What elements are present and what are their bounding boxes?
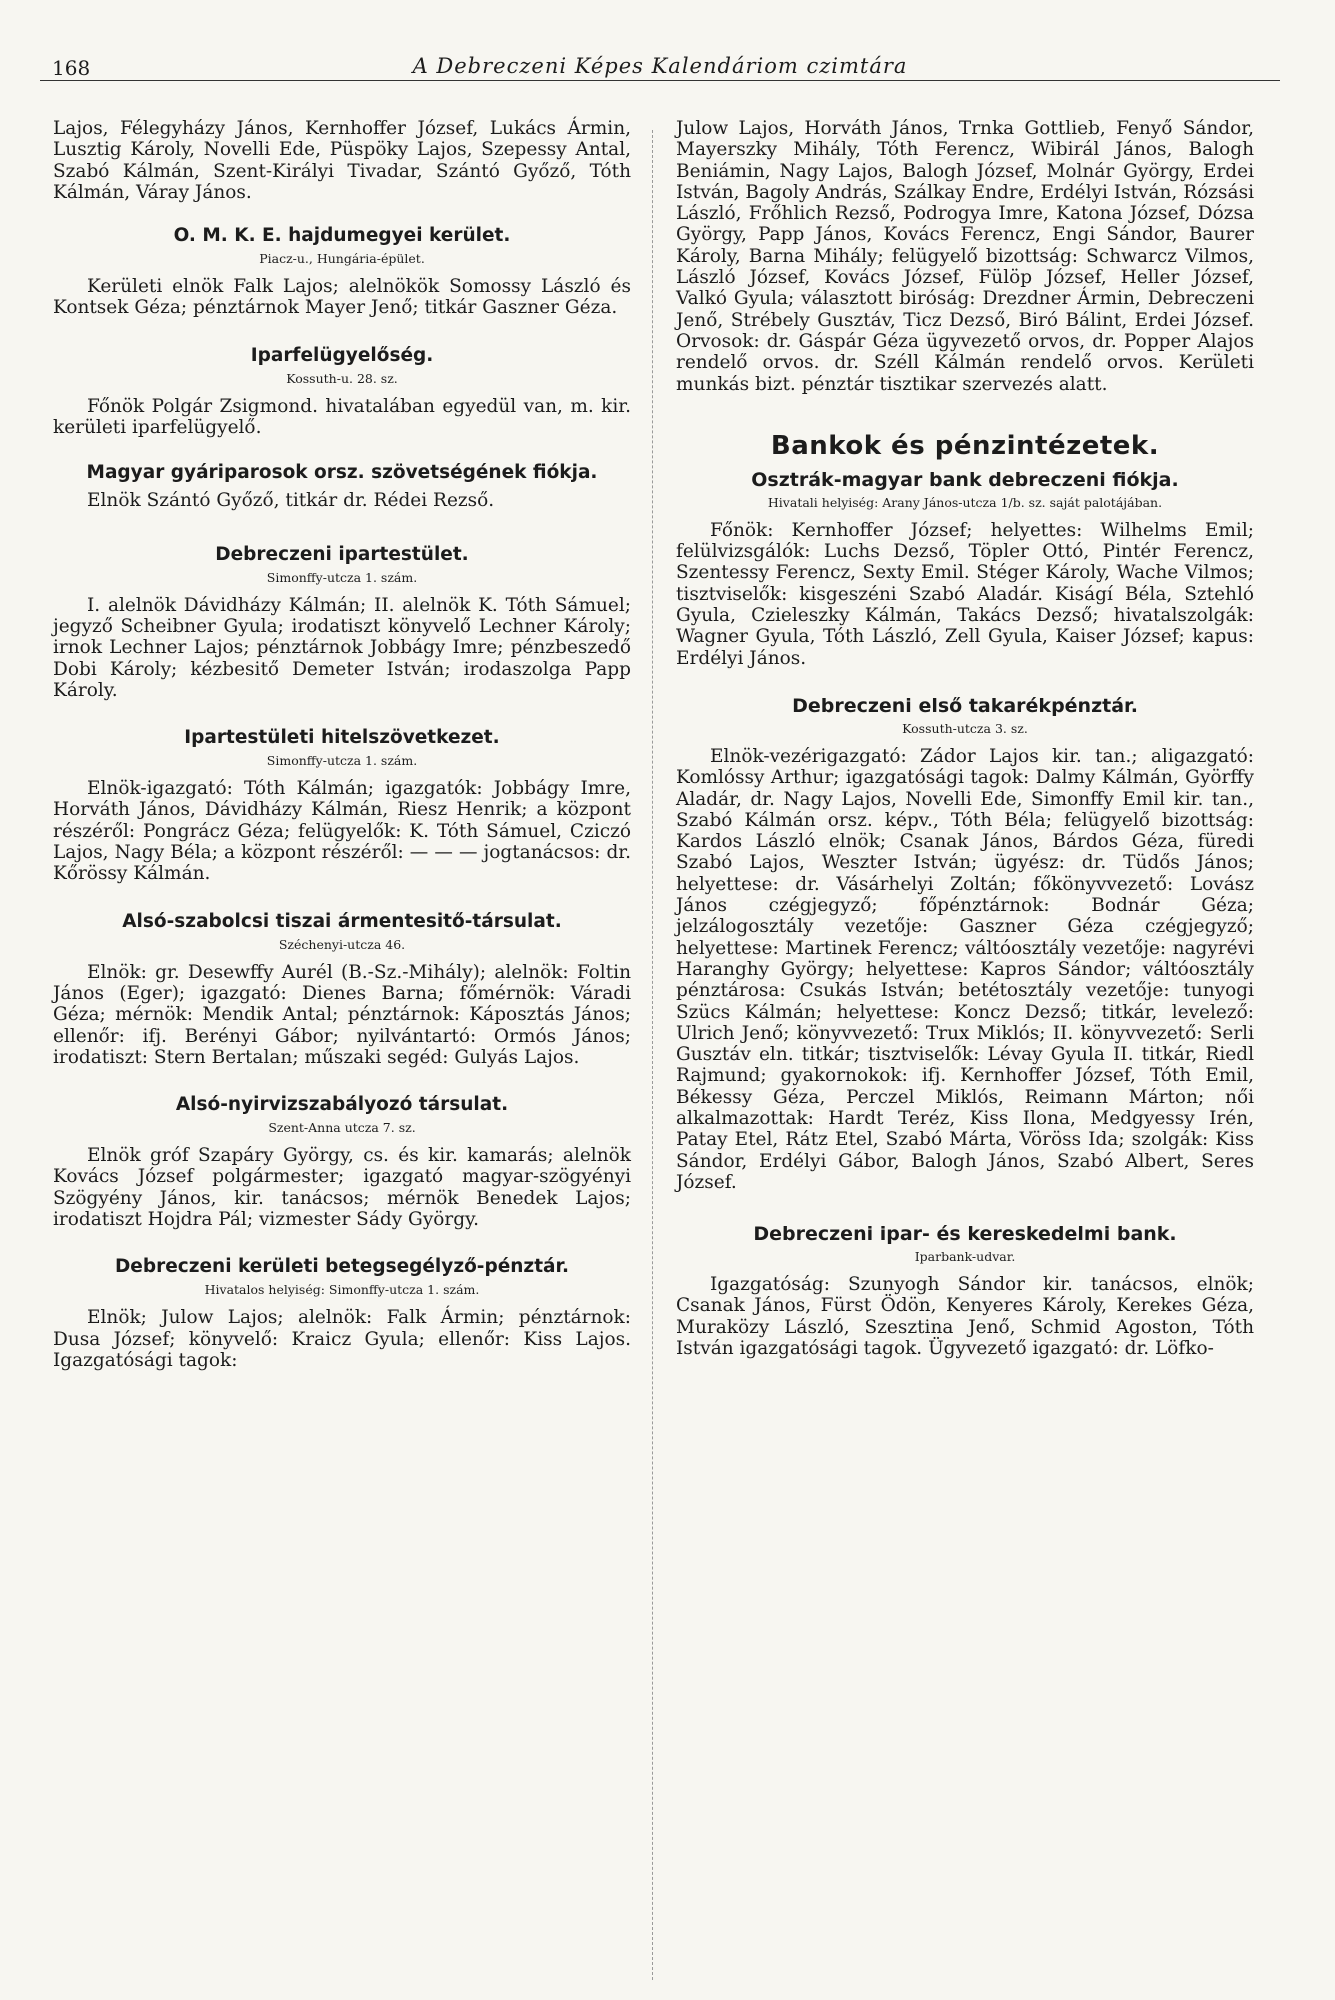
section-body: Elnök; Julow Lajos; alelnök: Falk Ármin; pénztárnok: Dusa József; könyvelő: Kraicz Gyula; ellenőr: Kiss Lajos. Igazgatósági tagok: bbox=[53, 1307, 631, 1371]
section-body: Főnök Polgár Zsigmond. hivatalában egyedül van, m. kir. kerületi iparfelügyelő. bbox=[53, 395, 631, 439]
section-ipartestulet bbox=[53, 544, 631, 701]
section-address: Simonffy-utcza 1. szám. bbox=[266, 753, 418, 769]
section-body: Igazgatóság: Szunyogh Sándor kir. tanácsos, elnök; Csanak János, Fürst Ödön, Kenyeres Károly, Kerekes Géza, Muraközy László, Szesztina Jenő, Schmid Agoston, Tóth István igazgatósági tagok. Ügyvezető igazgató: dr. Löfko- bbox=[676, 1274, 1254, 1360]
section-omke bbox=[53, 225, 631, 319]
section-address: Hivatalos helyiség: Simonffy-utcza 1. szám. bbox=[204, 1282, 480, 1298]
section-title: Alsó-nyirvizszabályozó társulat. bbox=[175, 1094, 509, 1116]
section-body: Főnök: Kernhoffer József; helyettes: Wilhelms Emil; felülvizsgálók: Luchs Dezső, Töpler Ottó, Pintér Ferencz, Szentessy Ferencz, Sexty Emil. Stéger Károly, Wache Vilmos; tisztviselők: kisgeszéni Szabó Aladár. Kiságí Béla, Sztehló Gyula, Czieleszky Kálmán, Takács Dezső; hivatalszolgák: Wagner Gyula, Tóth László, Zell Gyula, Kaiser József; kapus: Erdélyi János. bbox=[676, 519, 1254, 669]
section-hitelszovetkezet bbox=[53, 727, 631, 884]
section-armentesito bbox=[53, 911, 631, 1068]
section-address: Simonffy-utcza 1. szám. bbox=[266, 569, 418, 585]
section-body: Elnök gróf Szapáry György, cs. és kir. kamarás; alelnök Kovács József polgármester; igazgató magyar-szögyényi Szögyény János, kir. tanácsos; mérnök Benedek Lajos; irodatiszt Hojdra Pál; vizmester Sády György. bbox=[53, 1145, 631, 1231]
left-intro-text: Lajos, Félegyházy János, Kernhoffer József, Lukács Ármin, Lusztig Károly, Novelli Ede, Püspöky Lajos, Szepessy Antal, Szabó Kálmán, Szent-Királyi Tivadar, Szántó Győző, Tóth Kálmán, Váray János. bbox=[53, 118, 631, 203]
section-gyariparosok bbox=[53, 462, 631, 511]
section-ipar-kereskedelmi-bank bbox=[676, 1223, 1254, 1359]
section-address: Hivatali helyiség: Arany János-utcza 1/b. sz. saját palotájában. bbox=[767, 494, 1163, 510]
section-body: Elnök-igazgató: Tóth Kálmán; igazgatók: Jobbágy Imre, Horváth János, Dávidházy Kálmán, Riesz Henrik; a központ részéről: Pongrácz Géza; felügyelők: K. Tóth Sámuel, Cziczó Lajos, Nagy Béla; a központ részéről: — — — jogtanácsos: dr. Kőrössy Kálmán. bbox=[53, 778, 631, 885]
section-osztrak-magyar-bank bbox=[676, 469, 1254, 669]
right-intro-text: Julow Lajos, Horváth János, Trnka Gottlieb, Fenyő Sándor, Mayerszky Mihály, Tóth Ferencz, Wibirál János, Balogh Beniámin, Nagy Lajos, Balogh József, Molnár György, Erdei István, Bagoly András, Szálkay Endre, Erdélyi István, Rózsási László, Frőhlich Rezső, Podrogya Imre, Katona József, Dózsa György, Papp János, Kovács Ferencz, Engi Sándor, Baurer Károly, Barna Mihály; felügyelő bizottság: Schwarcz Vilmos, László József, Kovács József, Fülöp József, Heller József, Valkó Gyula; választott biróság: Drezdner Ármin, Debreczeni Jenő, Strébely Gusztáv, Ticz Dezső, Biró Bálint, Erdei József. Orvosok: dr. Gáspár Géza ügyvezető orvos, dr. Popper Alajos rendelő orvos. dr. Széll Kálmán rendelő orvos. Kerületi munkás bizt. pénztár tisztikar szervezés alatt. bbox=[676, 118, 1254, 395]
section-body: Elnök Szántó Győző, titkár dr. Rédei Rezső. bbox=[87, 490, 495, 512]
column-divider bbox=[652, 130, 653, 1980]
section-address: Széchenyi-utcza 46. bbox=[278, 936, 406, 952]
section-betegsegelyzo bbox=[53, 1256, 631, 1371]
section-address: Piacz-u., Hungária-épület. bbox=[259, 251, 425, 267]
section-body: Kerületi elnök Falk Lajos; alelnökök Somossy László és Kontsek Géza; pénztárnok Mayer Jenő; titkár Gaszner Géza. bbox=[53, 276, 631, 319]
section-body: I. alelnök Dávidházy Kálmán; II. alelnök K. Tóth Sámuel; jegyző Scheibner Gyula; irodatiszt könyvelő Lechner Károly; irnok Lechner Lajos; pénztárnok Jobbágy Imre; pénzbeszedő Dobi Károly; kézbesitő Demeter István; irodaszolga Papp Károly. bbox=[53, 594, 631, 701]
section-elso-takarekpenztar bbox=[676, 695, 1254, 1193]
section-title: Debreczeni ipar- és kereskedelmi bank. bbox=[753, 1223, 1177, 1246]
page-header bbox=[40, 50, 1280, 81]
section-address: Kossuth-u. 28. sz. bbox=[286, 370, 398, 386]
banks-heading: Bankok és pénzintézetek. bbox=[770, 430, 1160, 461]
section-title: Iparfelügyelőség. bbox=[250, 344, 434, 366]
left-column bbox=[53, 118, 631, 1371]
section-iparfelugyeloseg bbox=[53, 345, 631, 439]
section-title: Osztrák-magyar bank debreczeni fiókja. bbox=[751, 468, 1179, 491]
section-address: Kossuth-utcza 3. sz. bbox=[902, 720, 1028, 736]
section-title: Ipartestületi hitelszövetkezet. bbox=[184, 727, 500, 749]
section-title: Debreczeni első takarékpénztár. bbox=[792, 694, 1138, 717]
section-body: Elnök-vezérigazgató: Zádor Lajos kir. tan.; aligazgató: Komlóssy Arthur; igazgatósági tagok: Dalmy Kálmán, Györffy Aladár, dr. Nagy Lajos, Novelli Ede, Simonffy Emil kir. tan., Szabó Kálmán orsz. képv., Tóth Béla; felügyelő bizottság: Kardos László elnök; Csanak János, Bárdos Géza, füredi Szabó Lajos, Weszter István; ügyész: dr. Tüdős János; helyettese: dr. Vásárhelyi Zoltán; főkönyvvezető: Lovász János czégjegyző; főpénztárnok: Bodnár Géza; jelzálogosztály vezetője: Gaszner Géza czégjegyző; helyettese: Martinek Ferencz; váltóosztály vezetője: nagyrévi Haranghy György; helyettese: Kapros Sándor; váltóosztály pénztárosa: Csukás István; betétosztály vezetője: tunyogi Szücs Kálmán; helyettese: Koncz Dezső; titkár, levelező: Ulrich Jenő; könyvvezető: Trux Miklós; II. könyvvezető: Serli Gusztáv eln. titkár; tisztviselők: Lévay Gyula II. titkár, Riedl Rajmund; gyakornokok: ifj. Kernhoffer József, Tóth Emil, Békessy Géza, Perczel Miklós, Reimann Márton; női alkalmazottak: Hardt Teréz, Kiss Ilona, Medgyessy Irén, Patay Etel, Rátz Etel, Szabó Márta, Vöröss Ida; szolgák: Kiss Sándor, Erdélyi Gábor, Balogh János, Szabó Albert, Seres József. bbox=[676, 745, 1254, 1193]
section-title: Debreczeni ipartestület. bbox=[215, 543, 469, 565]
page-number: 168 bbox=[52, 56, 91, 80]
section-title: Magyar gyáriparosok orsz. szövetségének fiókja. bbox=[86, 462, 598, 484]
section-title: Debreczeni kerületi betegsegélyző-pénztár. bbox=[114, 1256, 570, 1278]
running-title: A Debreczeni Képes Kalendáriom czimtára bbox=[412, 54, 908, 78]
section-address: Szent-Anna utcza 7. sz. bbox=[268, 1120, 416, 1136]
section-body: Elnök: gr. Desewffy Aurél (B.-Sz.-Mihály); alelnök: Foltin János (Eger); igazgató: Dienes Barna; főmérnök: Váradi Géza; mérnök: Mendik Antal; pénztárnok: Káposztás János; ellenőr: ifj. Berényi Gábor; nyilvántartó: Ormós János; irodatiszt: Stern Bertalan; műszaki segéd: Gulyás Lajos. bbox=[53, 961, 631, 1068]
section-title: Alsó-szabolcsi tiszai ármentesitő-társulat. bbox=[122, 910, 562, 932]
section-title: O. M. K. E. hajdumegyei kerület. bbox=[173, 225, 511, 247]
section-nyirvizszabalyozo bbox=[53, 1094, 631, 1230]
right-column bbox=[676, 118, 1254, 1359]
section-address: Iparbank-udvar. bbox=[914, 1249, 1016, 1265]
